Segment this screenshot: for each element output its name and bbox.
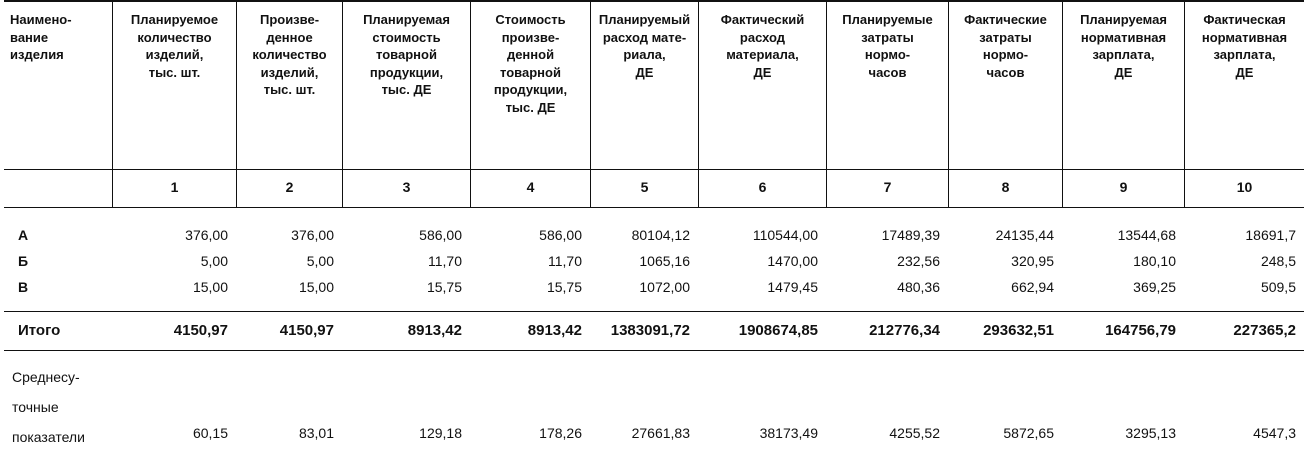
- average-cell: 4547,3: [1253, 425, 1296, 441]
- column-header-3: Планируемая стоимость товарной продукции, тыс. ДЕ: [342, 2, 470, 169]
- table-cell: 110544,00: [752, 227, 818, 243]
- table-cell: 13544,68: [1117, 227, 1176, 243]
- table-cell: 509,5: [1260, 279, 1296, 295]
- column-header-8: Фактические затраты нормо- часов: [948, 2, 1062, 169]
- table-cell: 1065,16: [639, 253, 690, 269]
- table-cell: 17489,39: [881, 227, 940, 243]
- column-number-4: 4: [470, 170, 590, 207]
- row-label: Б: [18, 253, 29, 269]
- column-header-10: Фактическая нормативная зарплата, ДЕ: [1184, 2, 1304, 169]
- column-header-1: Планируемое количество изделий, тыс. шт.: [112, 2, 236, 169]
- table-cell: 232,56: [897, 253, 940, 269]
- average-label: Среднесу- точные показатели: [12, 369, 85, 445]
- table-cell: 15,75: [426, 279, 462, 295]
- column-header-2: Произве- денное количество изделий, тыс. шт.: [236, 2, 342, 169]
- total-cell: 212776,34: [869, 322, 940, 339]
- table-cell: 15,75: [546, 279, 582, 295]
- total-cell: 1908674,85: [738, 322, 818, 339]
- total-cell: 164756,79: [1105, 322, 1176, 339]
- average-cell: 83,01: [298, 425, 334, 441]
- table-cell: 1072,00: [639, 279, 690, 295]
- column-number-5: 5: [590, 170, 698, 207]
- total-cell: 4150,97: [279, 322, 334, 339]
- table-cell: 662,94: [1011, 279, 1054, 295]
- table-cell: 24135,44: [995, 227, 1054, 243]
- column-number-row: [4, 170, 1304, 208]
- average-cell: 38173,49: [759, 425, 818, 441]
- column-header-0: Наимено- вание изделия: [10, 12, 72, 62]
- total-cell: 8913,42: [527, 322, 582, 339]
- table-cell: 376,00: [291, 227, 334, 243]
- total-label: Итого: [18, 322, 61, 339]
- table-cell: 369,25: [1133, 279, 1176, 295]
- row-label: В: [18, 279, 29, 295]
- column-number-3: 3: [342, 170, 470, 207]
- column-header-5: Планируемый расход мате- риала, ДЕ: [590, 2, 698, 169]
- table-cell: 180,10: [1133, 253, 1176, 269]
- total-cell: 4150,97: [173, 322, 228, 339]
- table-cell: 1479,45: [767, 279, 818, 295]
- column-number-2: 2: [236, 170, 342, 207]
- average-cell: 129,18: [419, 425, 462, 441]
- total-cell: 227365,2: [1233, 322, 1296, 339]
- column-number-9: 9: [1062, 170, 1184, 207]
- total-row: [4, 311, 1304, 351]
- column-header-6: Фактический расход материала, ДЕ: [698, 2, 826, 169]
- average-cell: 27661,83: [631, 425, 690, 441]
- table-cell: 80104,12: [631, 227, 690, 243]
- column-header-4: Стоимость произве- денной товарной продукции, тыс. ДЕ: [470, 2, 590, 169]
- table-cell: 18691,7: [1245, 227, 1296, 243]
- table-cell: 586,00: [419, 227, 462, 243]
- table-cell: 480,36: [897, 279, 940, 295]
- row-label: А: [18, 227, 29, 243]
- header-row: [4, 0, 1304, 170]
- column-number-10: 10: [1184, 170, 1304, 207]
- data-table: [4, 0, 1304, 458]
- table-cell: 5,00: [306, 253, 334, 269]
- average-cell: 178,26: [539, 425, 582, 441]
- average-cell: 60,15: [192, 425, 228, 441]
- column-number-8: 8: [948, 170, 1062, 207]
- average-cell: 3295,13: [1125, 425, 1176, 441]
- table-cell: 248,5: [1260, 253, 1296, 269]
- column-number-6: 6: [698, 170, 826, 207]
- table-cell: 1470,00: [767, 253, 818, 269]
- column-number-7: 7: [826, 170, 948, 207]
- table-cell: 11,70: [548, 253, 582, 269]
- column-header-7: Планируемые затраты нормо- часов: [826, 2, 948, 169]
- total-cell: 1383091,72: [610, 322, 690, 339]
- table-cell: 15,00: [298, 279, 334, 295]
- table-cell: 11,70: [428, 253, 462, 269]
- table-cell: 586,00: [539, 227, 582, 243]
- total-cell: 8913,42: [407, 322, 462, 339]
- total-cell: 293632,51: [983, 322, 1054, 339]
- table-cell: 320,95: [1011, 253, 1054, 269]
- average-cell: 4255,52: [889, 425, 940, 441]
- table-cell: 15,00: [192, 279, 228, 295]
- table-cell: 376,00: [185, 227, 228, 243]
- table-cell: 5,00: [200, 253, 228, 269]
- column-header-9: Планируемая нормативная зарплата, ДЕ: [1062, 2, 1184, 169]
- column-number-0: [4, 170, 112, 207]
- average-cell: 5872,65: [1003, 425, 1054, 441]
- column-number-1: 1: [112, 170, 236, 207]
